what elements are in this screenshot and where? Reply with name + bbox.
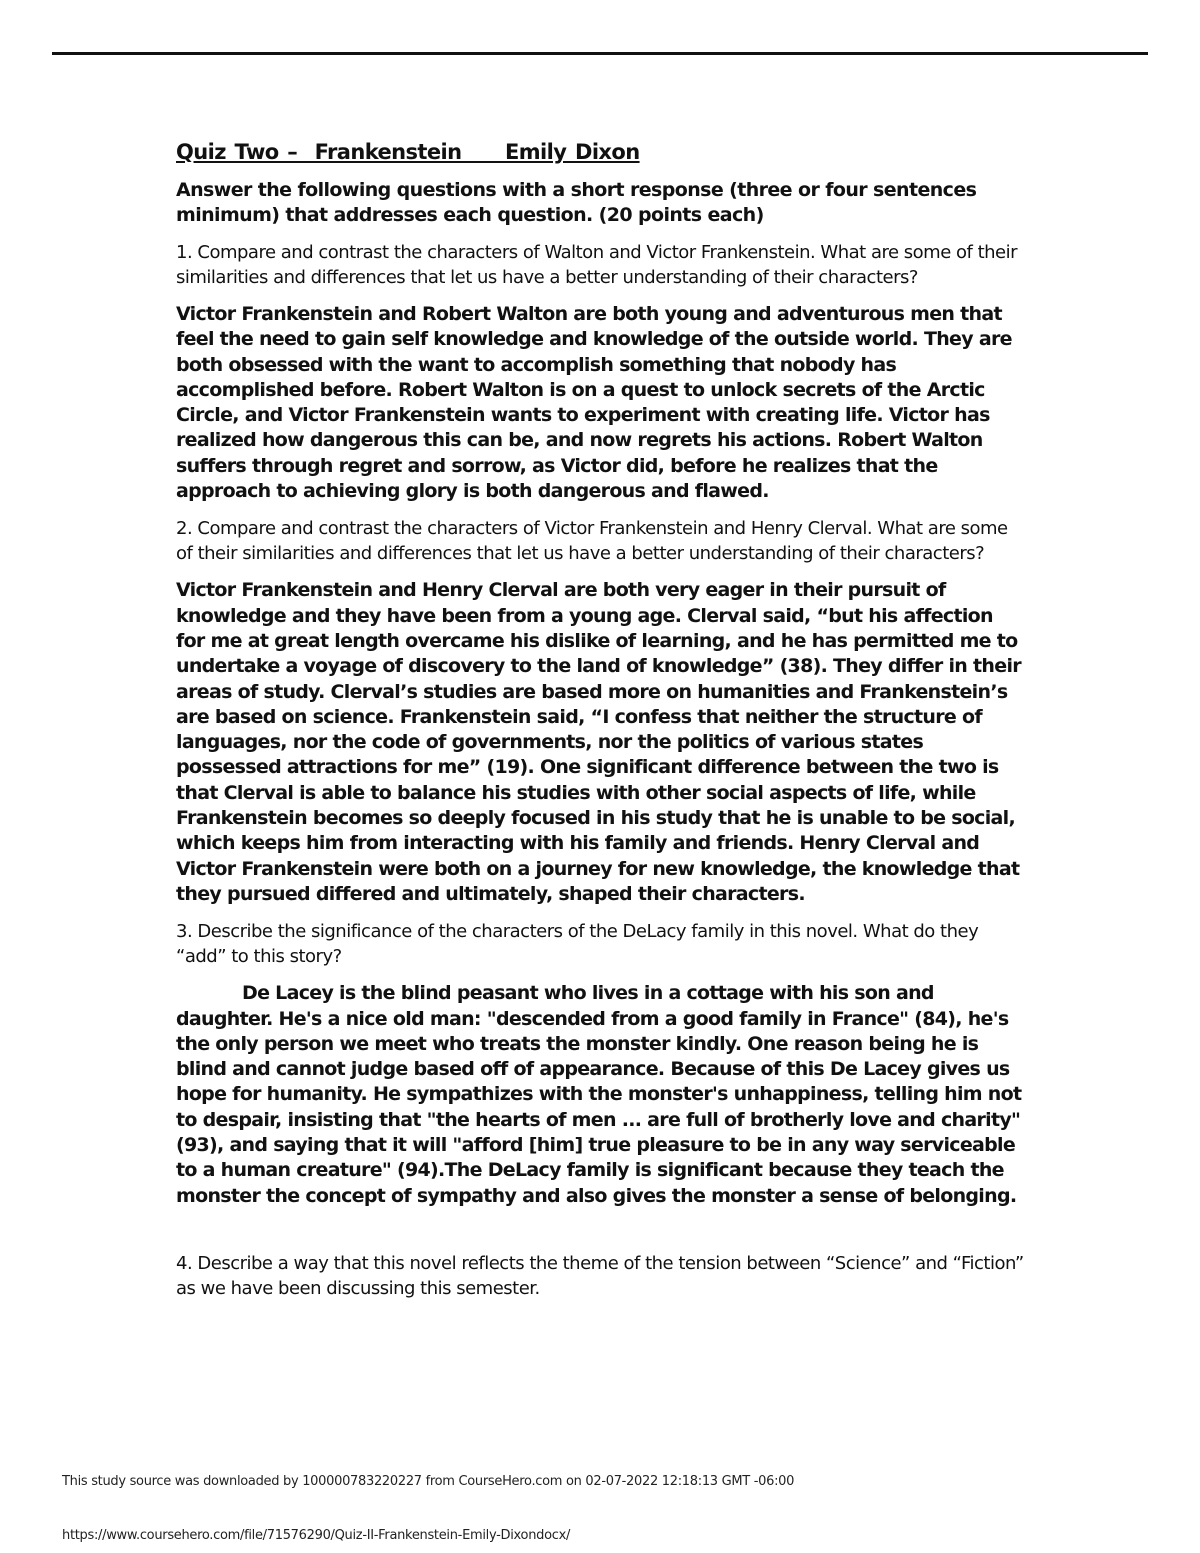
footer-url[interactable]: https://www.coursehero.com/file/71576290/Quiz-II-Frankenstein-Emily-Dixondocx/ (62, 1528, 571, 1543)
question-3: 3. Describe the significance of the characters of the DeLacy family in this novel. What do they “add” to this story? (176, 921, 979, 968)
question-1: 1. Compare and contrast the characters of Walton and Victor Frankenstein. What are some of their similarities and differences that let us have a better understanding of their characters? (176, 242, 1018, 288)
answer-3: De Lacey is the blind peasant who lives in a cottage with his son and daughter. He's a nice old man: "descended from a good family in France" (84), he's the only person we meet who treats the monster kindly. One reason being he is blind and cannot judge based off of appearance. Because of this De Lacey gives us hope for humanity. He sympathizes with the monster's unhappiness, telling him not to despair, insisting that "the hearts of men ... are full of brotherly love and charity" (93), and saying that it will "afford [him] true pleasure to be in any way serviceable to a human creature" (94).The DeLacy family is significant because they teach the monster the concept of sympathy and also gives the monster a sense of belonging. (176, 982, 1022, 1207)
document-body (176, 140, 1026, 1313)
footer-source-note: This study source was downloaded by 100000783220227 from CourseHero.com on 02-07-2022 12:18:13 GMT -06:00 (62, 1474, 795, 1489)
instructions: Answer the following questions with a short response (three or four sentences minimum) that addresses each question. (20 points each) (176, 179, 977, 226)
answer-1: Victor Frankenstein and Robert Walton are both young and adventurous men that feel the need to gain self knowledge and knowledge of the outside world. They are both obsessed with the want to accomplish something that nobody has accomplished before. Robert Walton is on a quest to unlock secrets of the Arctic Circle, and Victor Frankenstein wants to experiment with creating life. Victor has realized how dangerous this can be, and now regrets his actions. Robert Walton suffers through regret and sorrow, as Victor did, before he realizes that the approach to achieving glory is both dangerous and flawed. (176, 303, 1012, 503)
answer-2: Victor Frankenstein and Henry Clerval are both very eager in their pursuit of knowledge and they have been from a young age. Clerval said, “but his affection for me at great length overcame his dislike of learning, and he has permitted me to undertake a voyage of discovery to the land of knowledge” (38). They differ in their areas of study. Clerval’s studies are based more on humanities and Frankenstein’s are based on science. Frankenstein said, “I confess that neither the structure of languages, nor the code of governments, nor the politics of various states possessed attractions for me” (19). One significant difference between the two is that Clerval is able to balance his studies with other social aspects of life, while Frankenstein becomes so deeply focused in his study that he is unable to be social, which keeps him from interacting with his family and friends. Henry Clerval and Victor Frankenstein were both on a journey for new knowledge, the knowledge that they pursued differed and ultimately, shaped their characters. (176, 579, 1021, 905)
page-title: Quiz Two – Frankenstein Emily Dixon (176, 140, 640, 164)
question-4: 4. Describe a way that this novel reflects the theme of the tension between “Science” and “Fiction” as we have been discussing this semester. (176, 1252, 1024, 1299)
spacer (176, 1221, 1026, 1251)
top-rule (52, 52, 1148, 55)
question-2: 2. Compare and contrast the characters of Victor Frankenstein and Henry Clerval. What are some of their similarities and differences that let us have a better understanding of their characters? (176, 518, 1008, 565)
